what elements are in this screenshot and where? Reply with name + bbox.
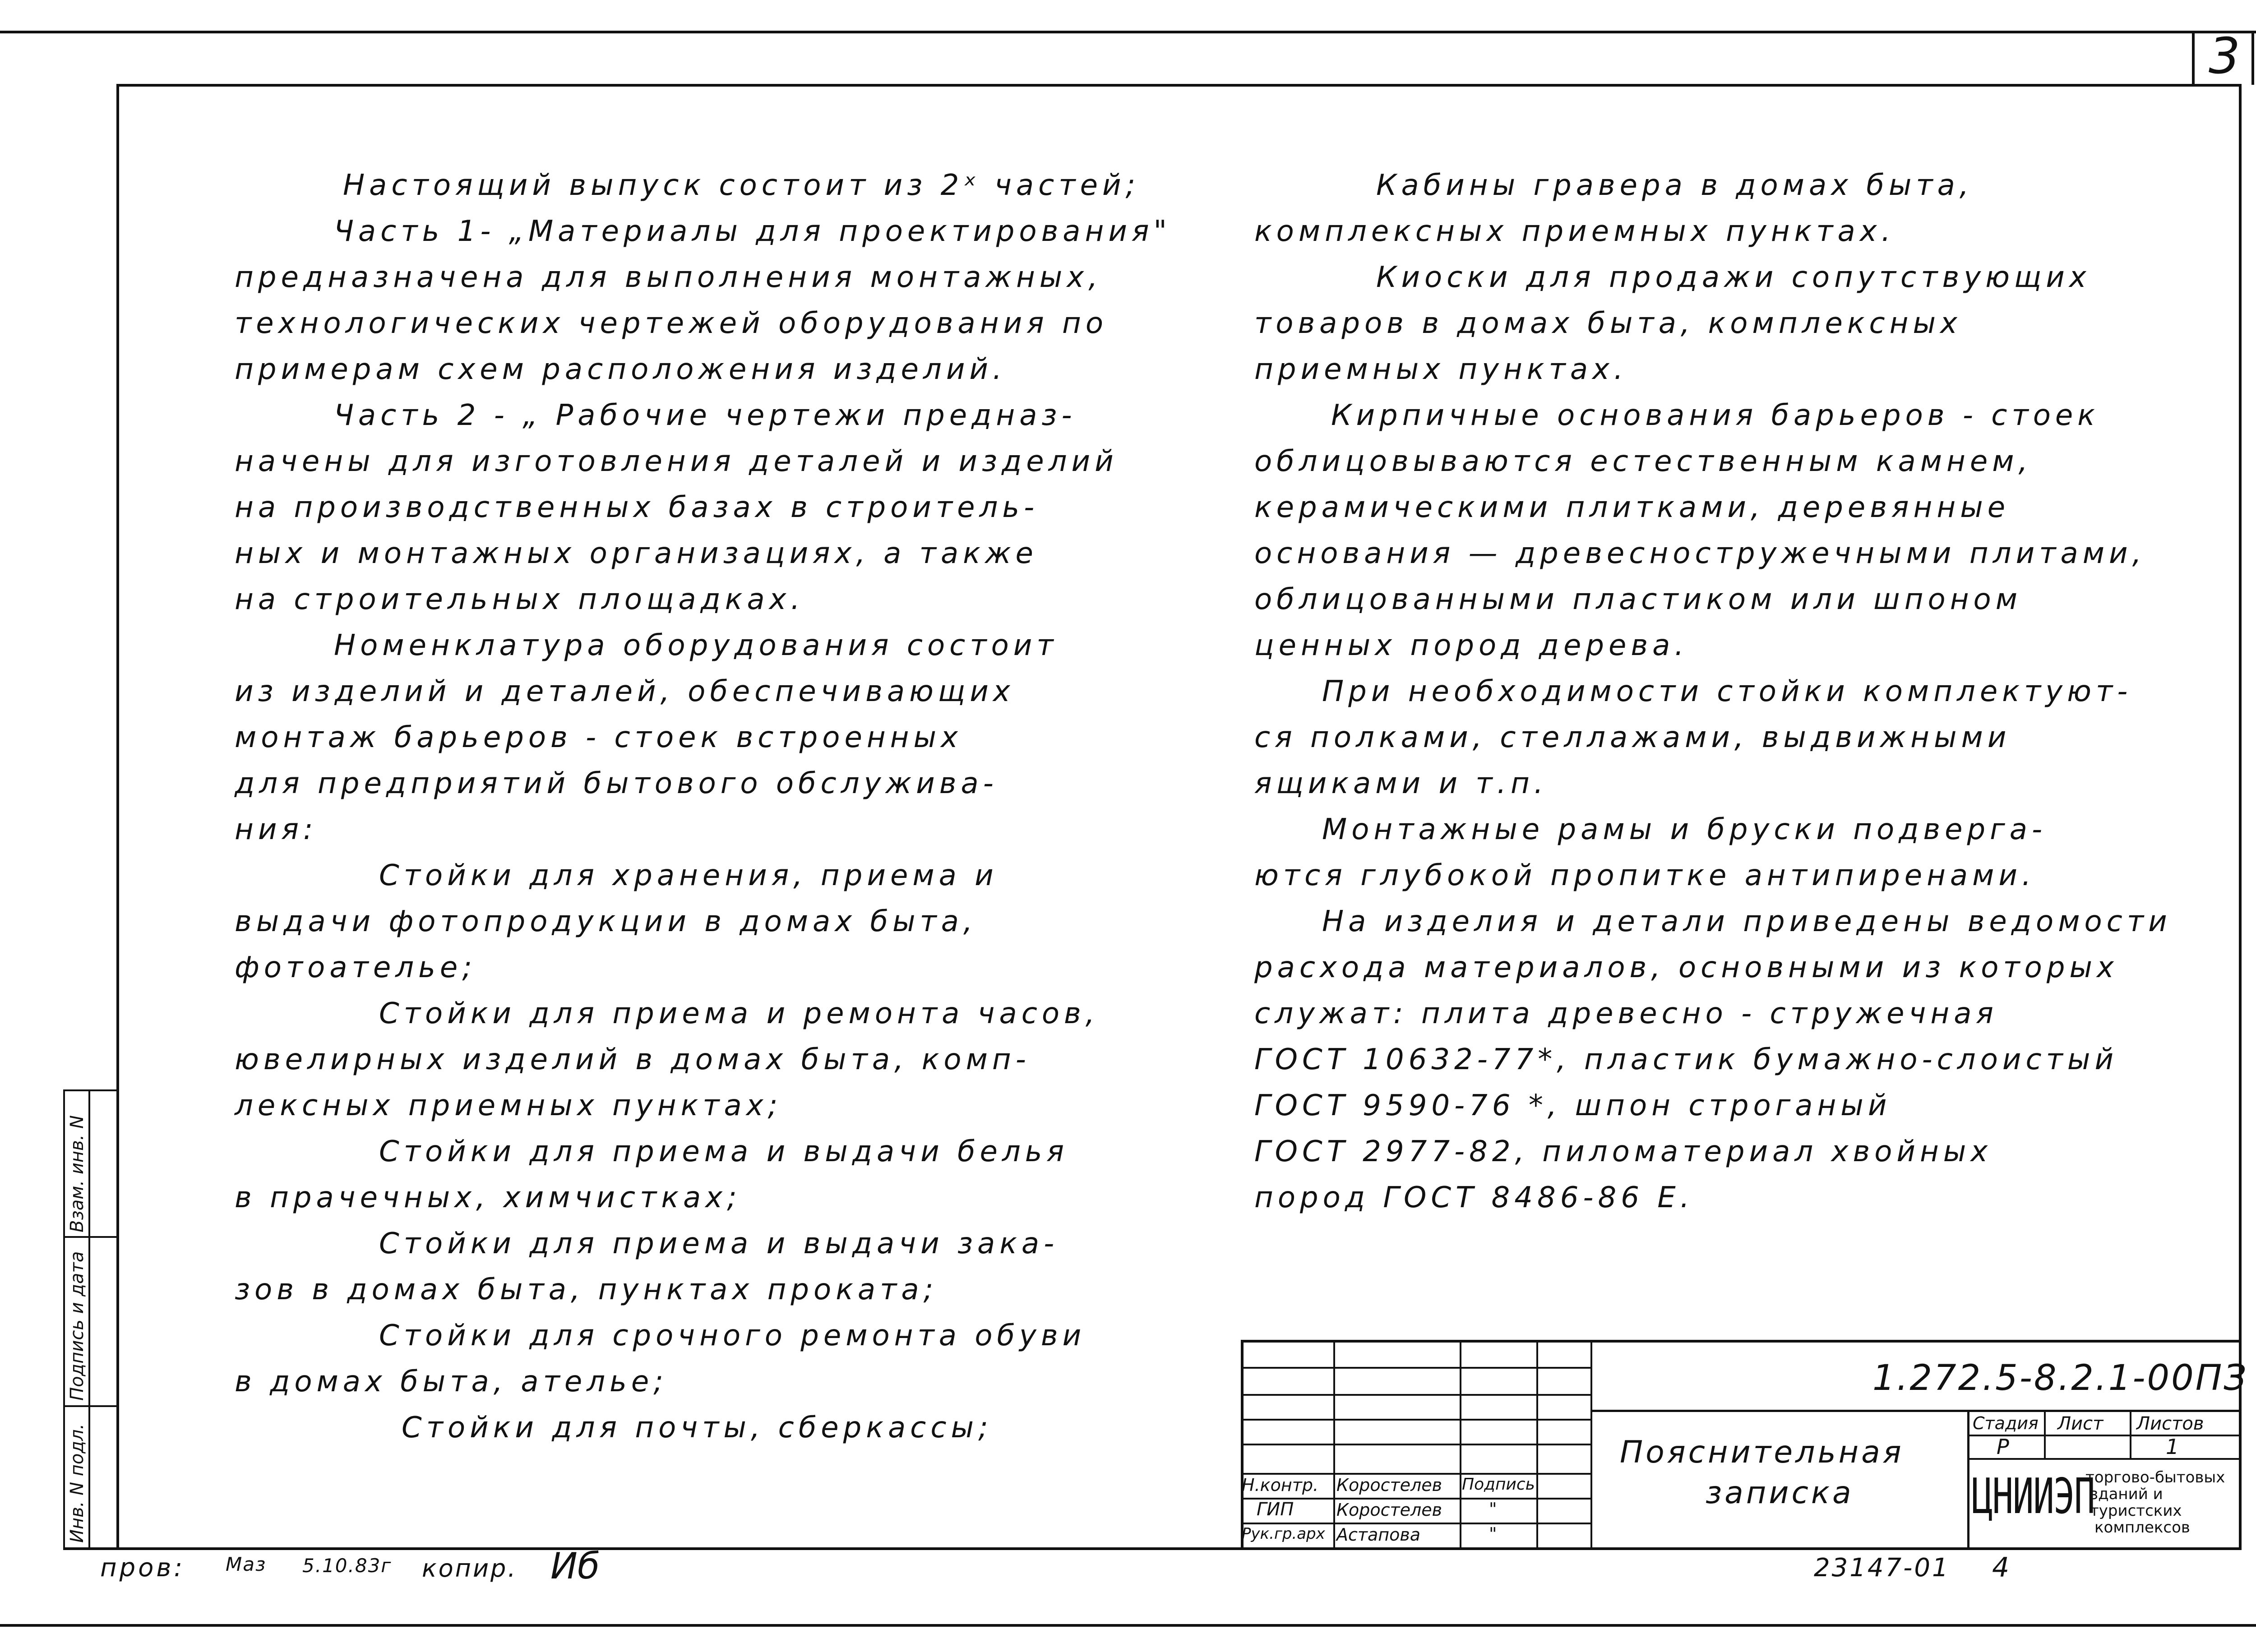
text-line: пород ГОСТ 8486-86 Е. bbox=[1254, 1181, 1694, 1214]
text-line: Стойки для хранения, приема и bbox=[379, 859, 998, 892]
frame-left bbox=[116, 84, 119, 1550]
name-group-architect: Астапова bbox=[1336, 1525, 1421, 1545]
text-line: Киоски для продажи сопутствующих bbox=[1376, 261, 2091, 294]
text-line: облицовываются естественным камнем, bbox=[1254, 445, 2032, 478]
text-line: выдачи фотопродукции в домах быта, bbox=[235, 905, 977, 938]
text-line: Стойки для почты, сберкассы; bbox=[402, 1411, 993, 1444]
checked-label: пров: bbox=[100, 1553, 185, 1583]
bottom-border-line bbox=[0, 1624, 2256, 1627]
sheet-number-box-right bbox=[2251, 33, 2254, 85]
frame-right bbox=[2239, 84, 2242, 1550]
text-line: Монтажные рамы и бруски подверга- bbox=[1322, 813, 2047, 846]
sheet-value: 1 bbox=[2166, 1435, 2179, 1459]
designation-code: 1.272.5-8.2.1-00ПЗ bbox=[1872, 1358, 2248, 1398]
role-norm-control: Н.контр. bbox=[1242, 1475, 1319, 1495]
text-line: основания — древесностружечными плитами, bbox=[1254, 537, 2146, 570]
doc-title-line-2: записка bbox=[1706, 1475, 1854, 1511]
title-block-top bbox=[1241, 1340, 2242, 1343]
text-line: ГОСТ 9590-76 *, шпон строганый bbox=[1254, 1089, 1891, 1122]
text-line: приемных пунктах. bbox=[1254, 353, 1628, 386]
right-text-column bbox=[1254, 162, 2172, 1221]
grid-h1 bbox=[1241, 1367, 1592, 1369]
org-name-3: туристских bbox=[2090, 1502, 2182, 1520]
signature-group-architect: " bbox=[1489, 1524, 1497, 1544]
stage-header: Стадия bbox=[1973, 1413, 2039, 1433]
text-line: для предприятий бытового обслужива- bbox=[235, 767, 998, 800]
checked-date: 5.10.83г bbox=[302, 1555, 392, 1577]
org-name-1: торгово-бытовых bbox=[2085, 1468, 2225, 1486]
text-line: лексных приемных пунктах; bbox=[235, 1089, 782, 1122]
text-line: ния: bbox=[235, 813, 318, 846]
grid-h3 bbox=[1241, 1419, 1592, 1421]
text-line: товаров в домах быта, комплексных bbox=[1254, 307, 1962, 340]
text-line: ся полками, стеллажами, выдвижными bbox=[1254, 721, 2011, 754]
frame-top bbox=[116, 84, 2242, 87]
name-chief-engineer: Коростелев bbox=[1336, 1500, 1442, 1520]
text-line: Кабины гравера в домах быта, bbox=[1376, 169, 1974, 202]
checked-signature: Маз bbox=[226, 1553, 267, 1575]
text-line: Настоящий выпуск состоит из 2ˣ частей; bbox=[343, 169, 1140, 202]
archive-number: 23147-01 bbox=[1814, 1553, 1950, 1583]
text-line: из изделий и деталей, обеспечивающих bbox=[235, 675, 1015, 708]
grid-h2 bbox=[1241, 1394, 1592, 1396]
text-line: в прачечных, химчистках; bbox=[235, 1181, 741, 1214]
text-line: Кирпичные основания барьеров - стоек bbox=[1331, 399, 2099, 432]
grid-h4 bbox=[1241, 1444, 1592, 1445]
side-stamp-top bbox=[63, 1089, 118, 1091]
sheet-number-box-left bbox=[2192, 33, 2195, 85]
left-text-column bbox=[235, 162, 1171, 1451]
text-line: Стойки для приема и ремонта часов, bbox=[379, 997, 1100, 1030]
doc-title-line-1: Пояснительная bbox=[1620, 1435, 1904, 1470]
side-stamp-mid bbox=[88, 1089, 90, 1549]
org-logo: ЦНИИЭП bbox=[1972, 1468, 2095, 1525]
text-line: Стойки для приема и выдачи зака- bbox=[379, 1227, 1059, 1260]
text-line: в домах быта, ателье; bbox=[235, 1365, 668, 1398]
text-line: на производственных базах в строитель- bbox=[235, 491, 1039, 524]
text-line: Часть 2 - „ Рабочие чертежи предназ- bbox=[334, 399, 1077, 432]
text-line: ных и монтажных организациях, а также bbox=[235, 537, 1038, 570]
text-line: ГОСТ 10632-77*, пластик бумажно-слоистый bbox=[1254, 1043, 2118, 1076]
grid-h5 bbox=[1241, 1473, 1592, 1475]
text-line: примерам схем расположения изделий. bbox=[235, 353, 1007, 386]
side-stamp-replaced-inv: Взам. инв. N bbox=[67, 1115, 88, 1232]
text-line: на строительных площадках. bbox=[235, 583, 804, 616]
designation-bottom bbox=[1590, 1410, 2242, 1412]
text-line: керамическими плитками, деревянные bbox=[1254, 491, 2010, 524]
role-chief-engineer: ГИП bbox=[1257, 1499, 1294, 1520]
side-stamp-left bbox=[63, 1089, 65, 1549]
copier-signature: Иб bbox=[550, 1545, 600, 1587]
text-line: служат: плита древесно - стружечная bbox=[1254, 997, 1998, 1030]
text-line: монтаж барьеров - стоек встроенных bbox=[235, 721, 962, 754]
text-line: зов в домах быта, пунктах проката; bbox=[235, 1273, 938, 1306]
text-line: облицованными пластиком или шпоном bbox=[1254, 583, 2022, 616]
name-norm-control: Коростелев bbox=[1336, 1475, 1442, 1495]
text-line: ГОСТ 2977-82, пиломатериал хвойных bbox=[1254, 1135, 1992, 1168]
text-line: предназначена для выполнения монтажных, bbox=[235, 261, 1102, 294]
text-line: Стойки для приема и выдачи белья bbox=[379, 1135, 1068, 1168]
org-name-4: комплексов bbox=[2094, 1518, 2190, 1537]
doc-title-right bbox=[1967, 1410, 1969, 1549]
side-stamp-signature-date: Подпись и дата bbox=[67, 1251, 88, 1401]
text-line: ювелирных изделий в домах быта, комп- bbox=[235, 1043, 1031, 1076]
signature-header: Подпись bbox=[1462, 1475, 1535, 1494]
stage-value: Р bbox=[1997, 1435, 2009, 1459]
side-stamp-inv-no: Инв. N подл. bbox=[67, 1423, 88, 1543]
text-line: Часть 1- „Материалы для проектирования" bbox=[334, 215, 1171, 248]
text-line: комплексных приемных пунктах. bbox=[1254, 215, 1895, 248]
top-border-line bbox=[0, 31, 2256, 33]
text-line: ящиками и т.п. bbox=[1254, 767, 1548, 800]
signature-chief-engineer: " bbox=[1489, 1499, 1497, 1519]
text-line: технологических чертежей оборудования по bbox=[235, 307, 1108, 340]
side-stamp-div-1 bbox=[63, 1236, 118, 1238]
sheet-header: Лист bbox=[2057, 1413, 2103, 1434]
sheets-header: Листов bbox=[2136, 1413, 2204, 1434]
role-group-architect: Рук.гр.арх bbox=[1242, 1525, 1325, 1543]
side-stamp-div-2 bbox=[63, 1405, 118, 1407]
stage-v1 bbox=[2044, 1410, 2046, 1459]
stage-v2 bbox=[2130, 1410, 2131, 1459]
text-line: Стойки для срочного ремонта обуви bbox=[379, 1319, 1086, 1352]
frame-bottom bbox=[63, 1547, 2242, 1550]
text-line: ются глубокой пропитке антипиренами. bbox=[1254, 859, 2036, 892]
sheet-index: 4 bbox=[1992, 1552, 2014, 1583]
text-line: Номенклатура оборудования состоит bbox=[334, 629, 1058, 662]
copier-label: копир. bbox=[422, 1554, 518, 1583]
text-line: расхода материалов, основными из которых bbox=[1254, 951, 2118, 984]
sheet-number: 3 bbox=[2209, 27, 2240, 85]
text-line: ценных пород дерева. bbox=[1254, 629, 1688, 662]
grid-h7 bbox=[1241, 1523, 1592, 1524]
text-line: На изделия и детали приведены ведомости bbox=[1322, 905, 2172, 938]
org-name-2: зданий и bbox=[2090, 1485, 2163, 1503]
text-line: При необходимости стойки комплектуют- bbox=[1322, 675, 2132, 708]
text-line: фотоателье; bbox=[235, 951, 476, 984]
text-line: начены для изготовления деталей и изделий bbox=[235, 445, 1118, 478]
